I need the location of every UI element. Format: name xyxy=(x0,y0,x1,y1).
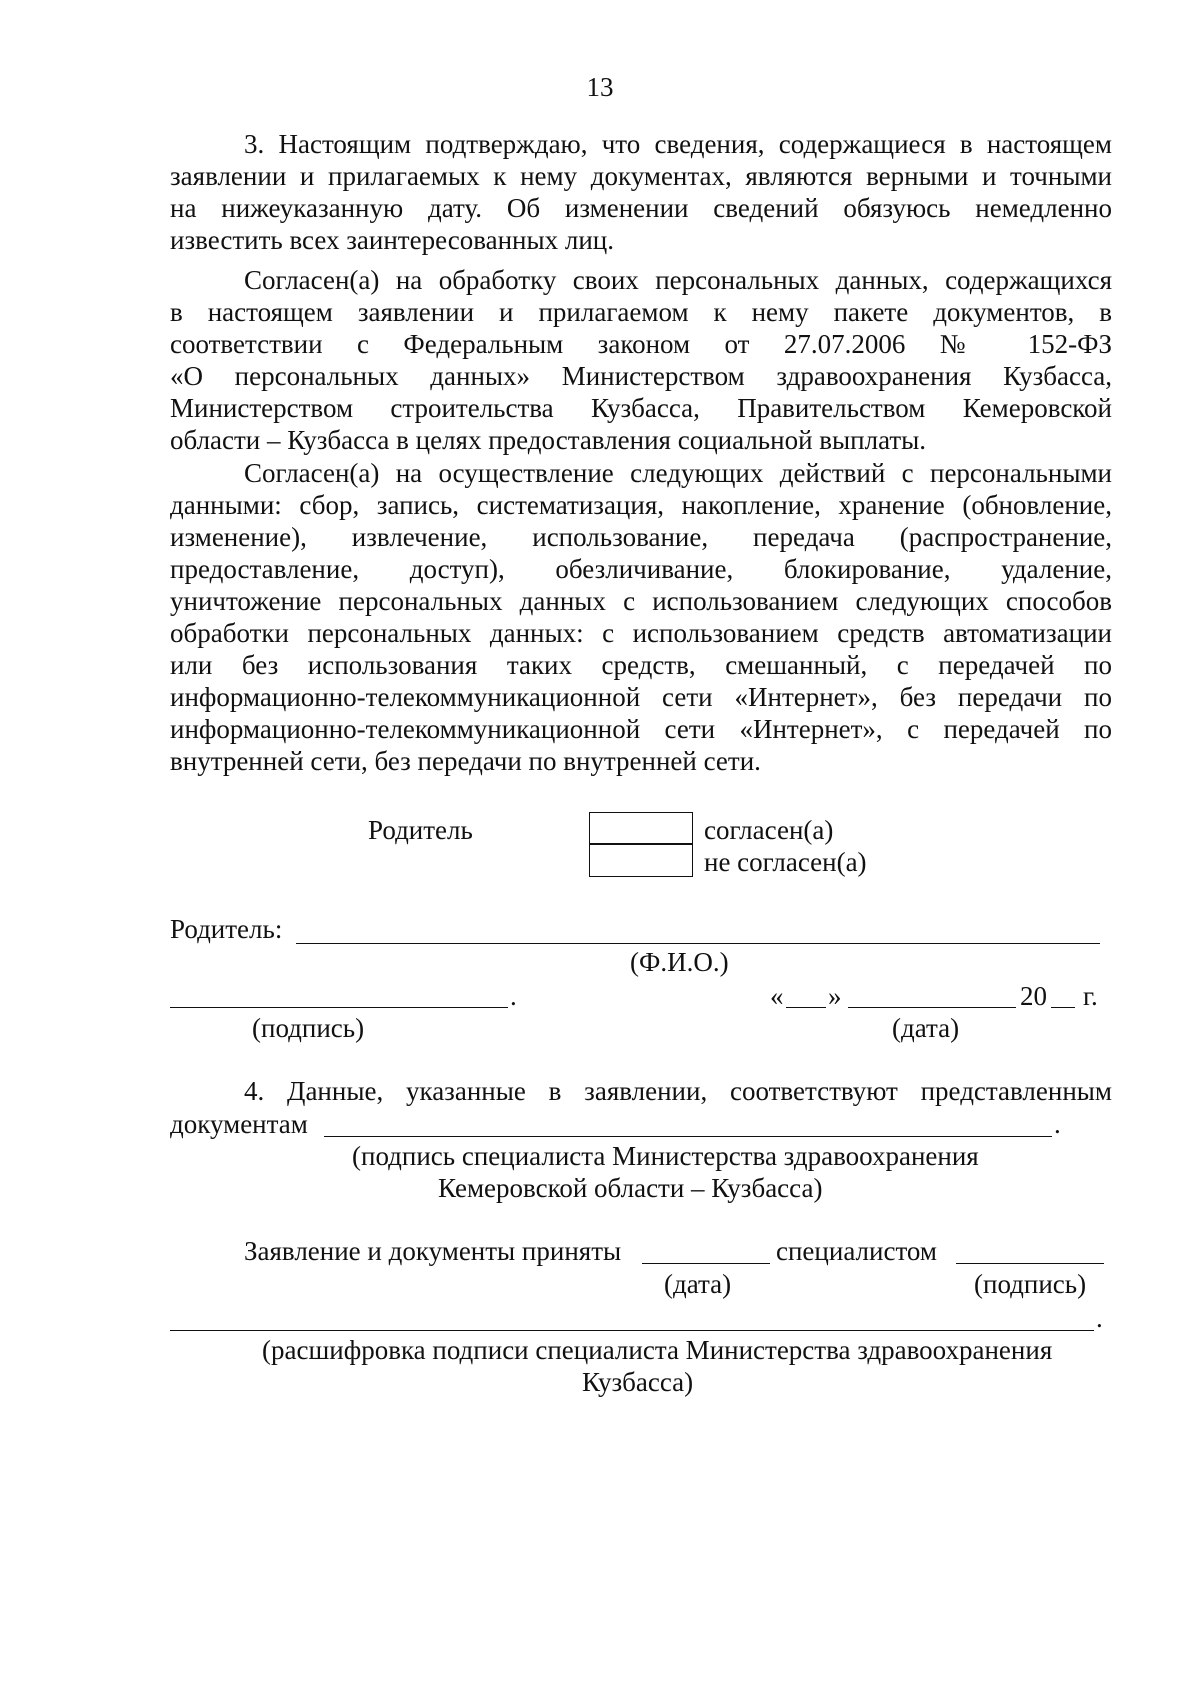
consent-actions-line: информационно-телекоммуникационной сети «Интернет», без передачи по xyxy=(170,682,1112,712)
consent-disagree-checkbox[interactable] xyxy=(589,843,693,877)
consent-line: «О персональных данных» Министерством здравоохранения Кузбасса, xyxy=(170,361,1112,391)
parent-name-line[interactable] xyxy=(296,943,1100,944)
paragraph-4-line: 4. Данные, указанные в заявлении, соответствуют представленным xyxy=(244,1076,1112,1106)
signature-decoding-line[interactable] xyxy=(170,1330,1094,1331)
consent-actions-line: предоставление, доступ), обезличивание, блокирование, удаление, xyxy=(170,554,1112,584)
paragraph-3-line: 3. Настоящим подтверждаю, что сведения, содержащиеся в настоящем xyxy=(244,129,1112,159)
consent-actions-line: данными: сбор, запись, систематизация, накопление, хранение (обновление, xyxy=(170,490,1112,520)
parent-consent-label: Родитель xyxy=(368,815,473,845)
consent-actions-line: изменение), извлечение, использование, передача (распространение, xyxy=(170,522,1112,552)
date-caption: (дата) xyxy=(892,1013,960,1043)
consent-actions-line: обработки персональных данных: с использованием средств автоматизации xyxy=(170,618,1112,648)
specialist-signature-caption: (подпись специалиста Министерства здравоохранения xyxy=(352,1141,979,1171)
consent-disagree-label: не согласен(а) xyxy=(704,847,867,877)
consent-actions-line: Согласен(а) на осуществление следующих действий с персональными xyxy=(244,458,1112,488)
parent-signature-line[interactable] xyxy=(170,1007,508,1008)
consent-line: соответствии с Федеральным законом от 27.07.2006 № 152-ФЗ xyxy=(170,329,1112,359)
date-year-suffix: г. xyxy=(1083,981,1098,1011)
signature-caption: (подпись) xyxy=(252,1013,365,1043)
date-open-quote: « xyxy=(770,981,784,1011)
date-year-line[interactable] xyxy=(1051,1007,1075,1008)
paragraph-3-line: на нижеуказанную дату. Об изменении сведений обязуюсь немедленно xyxy=(170,193,1112,223)
date-day-line[interactable] xyxy=(786,1007,826,1008)
specialist-signature-caption: Кемеровской области – Кузбасса) xyxy=(438,1173,823,1203)
decoding-caption: Кузбасса) xyxy=(582,1367,694,1397)
specialist-label: специалистом xyxy=(776,1236,937,1266)
paragraph-3-line: известить всех заинтересованных лиц. xyxy=(170,225,614,255)
acceptance-date-caption: (дата) xyxy=(664,1269,732,1299)
consent-line: области – Кузбасса в целях предоставления социальной выплаты. xyxy=(170,425,927,455)
consent-line: в настоящем заявлении и прилагаемом к нему пакете документов, в xyxy=(170,297,1112,327)
consent-actions-line: или без использования таких средств, смешанный, с передачей по xyxy=(170,650,1112,680)
consent-actions-line: уничтожение персональных данных с использованием следующих способов xyxy=(170,586,1112,616)
documents-period: . xyxy=(1054,1109,1061,1139)
acceptance-label: Заявление и документы приняты xyxy=(244,1236,622,1266)
consent-line: Министерством строительства Кузбасса, Правительством Кемеровской xyxy=(170,393,1112,423)
decoding-period: . xyxy=(1096,1303,1103,1333)
consent-actions-line: внутренней сети, без передачи по внутренней сети. xyxy=(170,746,761,776)
decoding-caption: (расшифровка подписи специалиста Министерства здравоохранения xyxy=(262,1335,1053,1365)
fio-caption: (Ф.И.О.) xyxy=(630,947,729,977)
date-year-prefix: 20 xyxy=(1020,981,1047,1011)
documents-label: документам xyxy=(170,1109,308,1139)
page-number: 13 xyxy=(586,72,614,102)
acceptance-date-line[interactable] xyxy=(642,1263,770,1264)
signature-period: . xyxy=(510,981,517,1011)
consent-agree-label: согласен(а) xyxy=(704,815,834,845)
acceptance-signature-caption: (подпись) xyxy=(974,1269,1087,1299)
parent-name-label: Родитель: xyxy=(170,914,283,944)
date-close-quote: » xyxy=(828,981,842,1011)
acceptance-signature-line[interactable] xyxy=(956,1263,1104,1264)
consent-line: Согласен(а) на обработку своих персональных данных, содержащихся xyxy=(244,265,1112,295)
date-month-line[interactable] xyxy=(848,1007,1016,1008)
consent-agree-checkbox[interactable] xyxy=(589,812,693,845)
consent-actions-line: информационно-телекоммуникационной сети «Интернет», с передачей по xyxy=(170,714,1112,744)
paragraph-3-line: заявлении и прилагаемых к нему документах, являются верными и точными xyxy=(170,161,1112,191)
specialist-signature-line[interactable] xyxy=(324,1136,1052,1137)
